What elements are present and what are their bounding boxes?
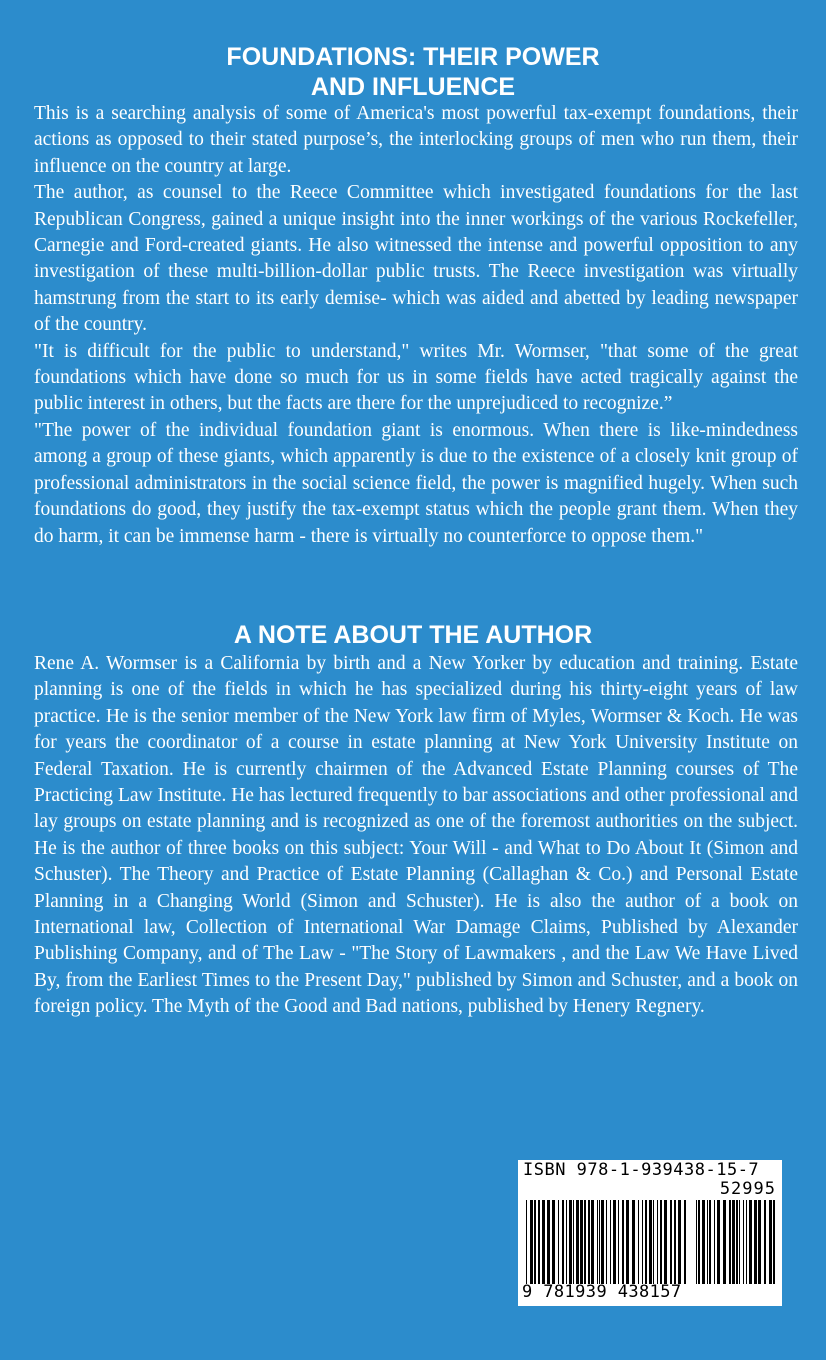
barcode-bar bbox=[709, 1200, 711, 1284]
barcode-bar bbox=[584, 1200, 586, 1284]
barcode-bar bbox=[684, 1200, 686, 1284]
barcode-bar bbox=[610, 1200, 611, 1284]
description-paragraph: "The power of the individual foundation giant is enormous. When there is like-mindedness among a group of these giants, which apparently is due to the existence of a closely knit group of professional administrators in the social science field, the power is magnified hugely. When such foundations do good, they justify the tax-exempt status which the people grant them. When they do harm, it can be immense harm - there is virtually no counterforce to oppose them." bbox=[34, 419, 798, 547]
barcode-bar bbox=[749, 1200, 752, 1284]
barcode-bar bbox=[573, 1200, 574, 1284]
barcode-bar bbox=[591, 1200, 594, 1284]
barcode-bar bbox=[657, 1200, 658, 1284]
barcode-bar bbox=[702, 1200, 705, 1284]
barcode-bar bbox=[566, 1200, 567, 1284]
barcode-bar bbox=[547, 1200, 550, 1284]
barcode-bar bbox=[626, 1200, 629, 1284]
barcode-bar bbox=[773, 1200, 775, 1284]
description-paragraph: "It is difficult for the public to understand," writes Mr. Wormser, "that some of the great foundations which have done so much for us in some fields have acted tragically against the public interest in others, but the facts are there for the unprejudiced to recognize.” bbox=[34, 340, 798, 415]
barcode-bar bbox=[743, 1200, 744, 1284]
barcode-bar bbox=[622, 1200, 624, 1284]
description-paragraph: The author, as counsel to the Reece Committee which investigated foundations for the last Republican Congress, gained a unique insight into the inner workings of the various Rockefeller, Carnegie and Ford-created giants. He also witnessed the intense and powerful opposition to any investigation of these multi-billion-dollar public trusts. The Reece investigation was virtually hamstrung from the start to its early demise- which was aided and abetted by leading newspaper of the country. bbox=[34, 182, 798, 336]
barcode-bar bbox=[569, 1200, 572, 1284]
barcode-bar bbox=[538, 1200, 540, 1284]
book-title-line-2: AND INFLUENCE bbox=[310, 73, 516, 101]
barcode-bar bbox=[769, 1200, 772, 1284]
barcode-digits: 9 781939 438157 bbox=[522, 1282, 682, 1302]
barcode-bar bbox=[534, 1200, 536, 1284]
barcode-bar bbox=[732, 1200, 735, 1284]
barcode-bar bbox=[638, 1200, 639, 1284]
barcode-bar bbox=[696, 1200, 697, 1284]
barcode-bar bbox=[754, 1200, 757, 1284]
barcode-bar bbox=[736, 1200, 738, 1284]
barcode-bar bbox=[660, 1200, 662, 1284]
author-bio-paragraph: Rene A. Wormser is a California by birth and a New Yorker by education and training. Estate planning is one of the fields in which he has specialized during his thirty-eight years of law practice. He is the senior member of the New York law firm of Myles, Wormser & Koch. He was for years the coordinator of a course in estate planning at New York University Institute on Federal Taxation. He is currently chairmen of the Advanced Estate Planning courses of The Practicing Law Institute. He has lectured frequently to bar associations and other professional and lay groups on estate planning and is recognized as one of the foremost authorities on the subject. He is the author of three books on this subject: Your Will - and What to Do About It (Simon and Schuster). The Theory and Practice of Estate Planning (Callaghan & Co.) and Personal Estate Planning in a Changing World (Simon and Schuster). He is also the author of a book on International law, Collection of International War Damage Claims, Published by Alexander Publishing Company, and of The Law - "The Story of Lawmakers , and the Law We Have Lived By, from the Earliest Times to the Present Day," published by Simon and Schuster, and a book on foreign policy. The Myth of the Good and Bad nations, published by Henery Regnery. bbox=[34, 653, 798, 1018]
barcode-bar bbox=[645, 1200, 647, 1284]
barcode-bar bbox=[739, 1200, 740, 1284]
addon-barcode-bars bbox=[696, 1200, 776, 1284]
barcode-bars bbox=[526, 1200, 688, 1284]
barcode-bar bbox=[674, 1200, 676, 1284]
price-code: 52995 bbox=[719, 1179, 776, 1199]
barcode-bar bbox=[714, 1200, 715, 1284]
barcode-bar bbox=[599, 1200, 600, 1284]
barcode-bar bbox=[653, 1200, 654, 1284]
barcode-bar bbox=[664, 1200, 667, 1284]
barcode-bar bbox=[758, 1200, 761, 1284]
barcode-bar bbox=[613, 1200, 616, 1284]
barcode-bar bbox=[717, 1200, 720, 1284]
isbn-barcode bbox=[518, 1160, 782, 1306]
author-note-heading: A NOTE ABOUT THE AUTHOR bbox=[233, 621, 593, 649]
barcode-bar bbox=[588, 1200, 590, 1284]
barcode-bar bbox=[723, 1200, 726, 1284]
barcode-bar bbox=[642, 1200, 643, 1284]
barcode-bar bbox=[649, 1200, 652, 1284]
barcode-bar bbox=[632, 1200, 635, 1284]
barcode-bar bbox=[601, 1200, 604, 1284]
barcode-bar bbox=[764, 1200, 766, 1284]
barcode-bar bbox=[618, 1200, 619, 1284]
barcode-bar bbox=[678, 1200, 681, 1284]
barcode-bar bbox=[562, 1200, 564, 1284]
barcode-bar bbox=[670, 1200, 672, 1284]
description-paragraph: This is a searching analysis of some of America's most powerful tax-exempt foundations, their actions as opposed to their stated purpose’s, the interlocking groups of men who run them, their influence on the country at large. bbox=[34, 103, 798, 177]
barcode-bar bbox=[606, 1200, 607, 1284]
barcode-bar bbox=[597, 1200, 598, 1284]
book-title bbox=[0, 42, 826, 102]
barcode-bar bbox=[707, 1200, 708, 1284]
barcode-bar bbox=[530, 1200, 533, 1284]
author-bio bbox=[34, 651, 798, 1021]
barcode-bar bbox=[746, 1200, 747, 1284]
barcode-bar bbox=[729, 1200, 731, 1284]
isbn-label: ISBN 978-1-939438-15-7 bbox=[523, 1160, 760, 1180]
barcode-bar bbox=[580, 1200, 583, 1284]
barcode-bar bbox=[526, 1200, 527, 1284]
barcode-bar bbox=[542, 1200, 545, 1284]
barcode-bar bbox=[698, 1200, 700, 1284]
barcode-bar bbox=[558, 1200, 559, 1284]
barcode-bar bbox=[552, 1200, 555, 1284]
barcode-bar bbox=[576, 1200, 579, 1284]
book-title-line-1: FOUNDATIONS: THEIR POWER bbox=[226, 43, 600, 71]
book-description bbox=[34, 101, 798, 550]
